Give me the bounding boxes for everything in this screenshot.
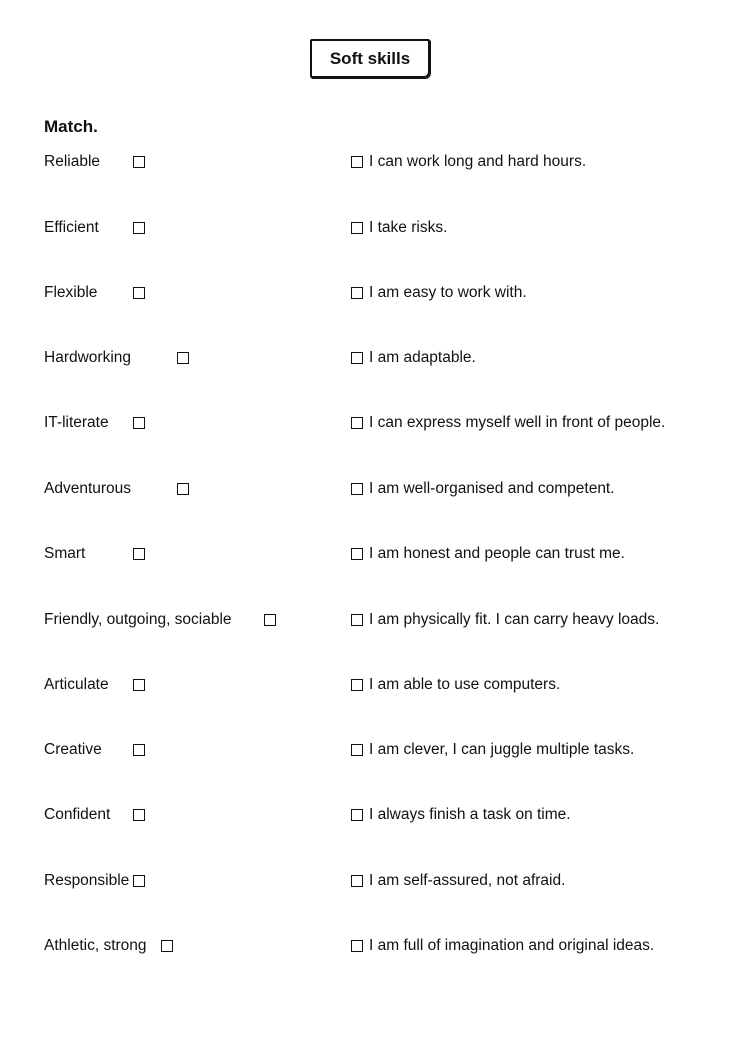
skill-checkbox[interactable] [133,417,145,429]
skill-label: Athletic, strong [44,937,147,954]
description-text: I am easy to work with. [369,284,527,301]
worksheet-title: Soft skills [310,39,430,78]
skill-checkbox[interactable] [133,548,145,560]
description-text: I am well-organised and competent. [369,480,615,497]
match-row [0,543,735,565]
skill-checkbox[interactable] [161,940,173,952]
skill-checkbox[interactable] [133,156,145,168]
description-text: I am physically fit. I can carry heavy loads. [369,611,660,628]
description-checkbox[interactable] [351,417,363,429]
instruction-heading: Match. [44,117,98,136]
description-checkbox[interactable] [351,614,363,626]
skill-checkbox[interactable] [133,809,145,821]
description-checkbox[interactable] [351,156,363,168]
description-text: I am honest and people can trust me. [369,545,625,562]
description-text: I am full of imagination and original ideas. [369,937,655,954]
description-checkbox[interactable] [351,744,363,756]
description-text: I am clever, I can juggle multiple tasks. [369,741,635,758]
description-text: I am self-assured, not afraid. [369,872,566,889]
description-text: I take risks. [369,219,448,236]
description-checkbox[interactable] [351,352,363,364]
description-text: I always finish a task on time. [369,806,571,823]
description-text: I can work long and hard hours. [369,153,587,170]
skill-label: Smart [44,545,86,562]
match-row [0,935,735,957]
match-row [0,609,735,631]
skill-label: IT-literate [44,414,109,431]
description-text: I am able to use computers. [369,676,561,693]
match-row [0,478,735,500]
skill-label: Reliable [44,153,101,170]
skill-label: Flexible [44,284,98,301]
description-checkbox[interactable] [351,483,363,495]
description-text: I can express myself well in front of people. [369,414,666,431]
description-checkbox[interactable] [351,287,363,299]
match-row [0,151,735,173]
description-text: I am adaptable. [369,349,476,366]
match-row [0,870,735,892]
skill-label: Friendly, outgoing, sociable [44,611,232,628]
skill-checkbox[interactable] [133,222,145,234]
skill-checkbox[interactable] [177,352,189,364]
skill-checkbox[interactable] [133,679,145,691]
skill-checkbox[interactable] [133,744,145,756]
skill-label: Responsible [44,872,130,889]
description-checkbox[interactable] [351,875,363,887]
description-checkbox[interactable] [351,809,363,821]
skill-checkbox[interactable] [133,875,145,887]
description-checkbox[interactable] [351,548,363,560]
description-checkbox[interactable] [351,679,363,691]
match-row [0,347,735,369]
description-checkbox[interactable] [351,940,363,952]
skill-checkbox[interactable] [177,483,189,495]
match-row [0,804,735,826]
match-row [0,217,735,239]
match-row [0,674,735,696]
skill-label: Adventurous [44,480,132,497]
match-row [0,739,735,761]
skill-label: Creative [44,741,102,758]
skill-label: Efficient [44,219,99,236]
skill-checkbox[interactable] [264,614,276,626]
skill-label: Confident [44,806,111,823]
skill-label: Articulate [44,676,109,693]
match-row [0,282,735,304]
skill-checkbox[interactable] [133,287,145,299]
skill-label: Hardworking [44,349,132,366]
description-checkbox[interactable] [351,222,363,234]
match-row [0,412,735,434]
